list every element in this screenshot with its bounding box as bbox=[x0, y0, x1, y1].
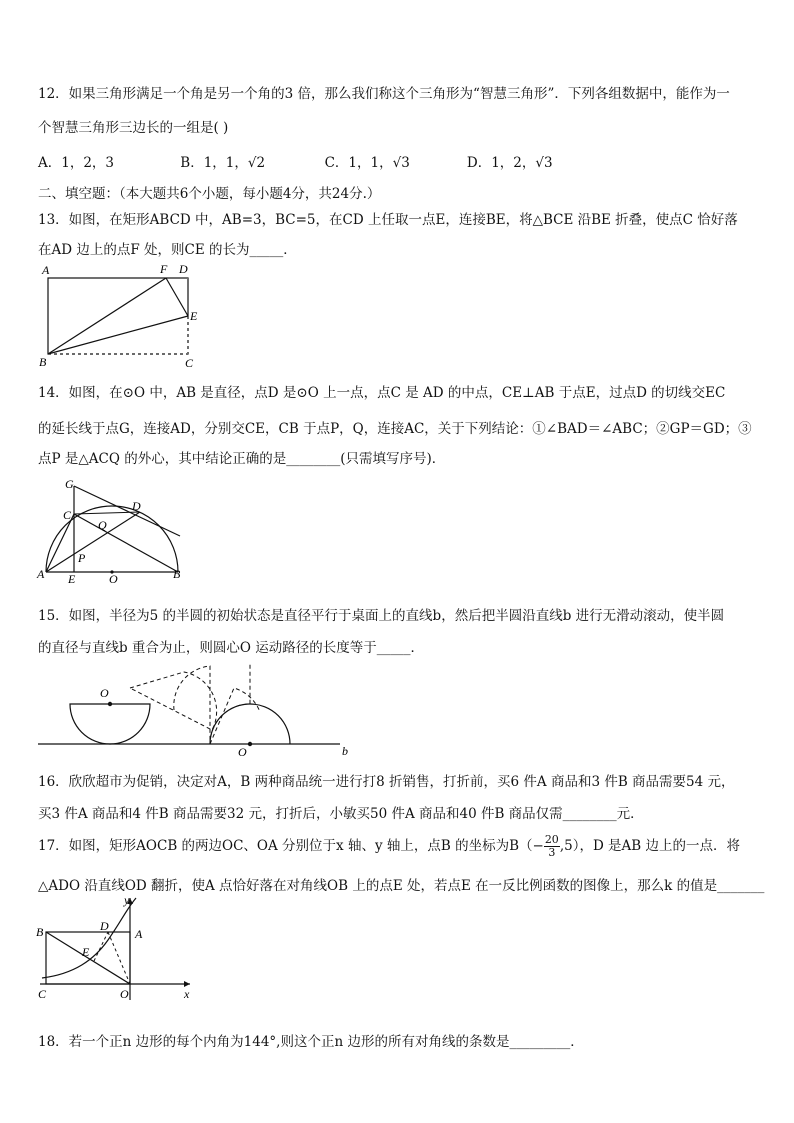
q15-line1: 15．如图，半径为5 的半圆的初始状态是直径平行于桌面上的直线b，然后把半圆沿直线b 进行无滑动滚动，使半圆 bbox=[38, 608, 725, 624]
q14-label-g: G bbox=[65, 477, 74, 491]
q17-label-x: x bbox=[184, 987, 190, 1001]
q17-label-d: D bbox=[100, 919, 109, 933]
q17-line1 bbox=[38, 834, 758, 859]
q13-label-b: B bbox=[39, 355, 47, 369]
q15-label-o2: O bbox=[238, 745, 247, 756]
q14-label-p: P bbox=[78, 551, 86, 565]
q14-label-b: B bbox=[173, 567, 181, 581]
q12-options bbox=[38, 151, 758, 171]
q17-figure bbox=[34, 894, 202, 1006]
q14-line3: 点P 是△ACQ 的外心，其中结论正确的是________(只需填写序号)． bbox=[38, 451, 446, 467]
q17-line2: △ADO 沿直线OD 翻折，使A 点恰好落在对角线OB 上的点E 处，若点E 在一反比例函数的图像上，那么k 的值是_______ bbox=[38, 878, 765, 894]
q14-label-q: Q bbox=[98, 518, 107, 532]
q13-figure bbox=[36, 260, 206, 370]
q13-line2: 在AD 边上的点F 处，则CE 的长为_____． bbox=[38, 242, 297, 258]
q12-line1: 12．如果三角形满足一个角是另一个角的3 倍，那么我们称这个三角形为“智慧三角形”．下列各组数据中，能作为一 bbox=[38, 86, 730, 102]
q14-line2: 的延长线于点G，连接AD，分别交CE，CB 于点P，Q，连接AC，关于下列结论：①∠BAD＝∠ABC；②GP＝GD；③ bbox=[38, 421, 752, 437]
q17-label-a: A bbox=[135, 927, 143, 941]
q12-option-d: D．1，2，√3 bbox=[466, 155, 553, 171]
q13-label-e: E bbox=[190, 309, 198, 323]
q13-label-f: F bbox=[160, 262, 168, 276]
q12-option-a: A．1，2，3 bbox=[38, 155, 115, 171]
q13-label-c: C bbox=[185, 356, 194, 370]
q17-label-e: E bbox=[82, 945, 90, 959]
q17-label-o: O bbox=[120, 987, 129, 1001]
q12-option-c: C．1，1，√3 bbox=[324, 155, 410, 171]
q13-line1: 13．如图，在矩形ABCD 中，AB=3，BC=5，在CD 上任取一点E，连接BE，将△BCE 沿BE 折叠，使点C 恰好落 bbox=[38, 212, 738, 228]
q14-figure bbox=[34, 474, 194, 586]
q13-label-d: D bbox=[179, 262, 188, 276]
q17-line1-start: 17．如图，矩形AOCB 的两边OC、OA 分别位于x 轴、y 轴上，点B 的坐标为B（− bbox=[38, 838, 544, 854]
q17-frac-den: 3 bbox=[548, 846, 556, 859]
q16-line1: 16．欣欣超市为促销，决定对A，B 两种商品统一进行打8 折销售，打折前，买6 件A 商品和3 件B 商品需要54 元， bbox=[38, 774, 735, 790]
q14-label-a: A bbox=[37, 567, 45, 581]
q17-label-c: C bbox=[38, 987, 47, 1001]
q14-line1: 14．如图，在⊙O 中，AB 是直径，点D 是⊙O 上一点，点C 是 AD 的中点，CE⊥AB 于点E，过点D 的切线交EC bbox=[38, 385, 726, 401]
q13-label-a: A bbox=[42, 263, 50, 277]
q16-line2: 买3 件A 商品和4 件B 商品需要32 元，打折后，小敏买50 件A 商品和40 件B 商品仅需________元． bbox=[38, 806, 644, 822]
q17-frac-num: 20 bbox=[544, 833, 559, 846]
q14-label-c: C bbox=[63, 508, 72, 522]
q18-line1: 18．若一个正n 边形的每个内角为144°,则这个正n 边形的所有对角线的条数是_________． bbox=[38, 1034, 584, 1050]
q14-label-d: D bbox=[132, 499, 141, 513]
q17-fraction bbox=[544, 834, 560, 859]
q17-line1-end: ,5），D 是AB 边上的一点．将 bbox=[559, 838, 741, 854]
q15-label-o1: O bbox=[100, 686, 109, 700]
q15-line2: 的直径与直线b 重合为止，则圆心O 运动路径的长度等于_____． bbox=[38, 640, 425, 656]
q17-label-b: B bbox=[36, 925, 44, 939]
q17-label-y: y bbox=[124, 894, 130, 907]
q12-line2: 个智慧三角形三边长的一组是( ) bbox=[38, 120, 229, 136]
section-heading: 二、填空题：（本大题共6个小题，每小题4分，共24分.） bbox=[38, 186, 381, 202]
q14-label-e: E bbox=[68, 572, 76, 586]
q15-figure bbox=[34, 660, 354, 756]
q12-option-b: B．1，1，√2 bbox=[180, 155, 266, 171]
q15-label-b: b bbox=[342, 744, 348, 756]
q14-label-o: O bbox=[109, 572, 118, 586]
